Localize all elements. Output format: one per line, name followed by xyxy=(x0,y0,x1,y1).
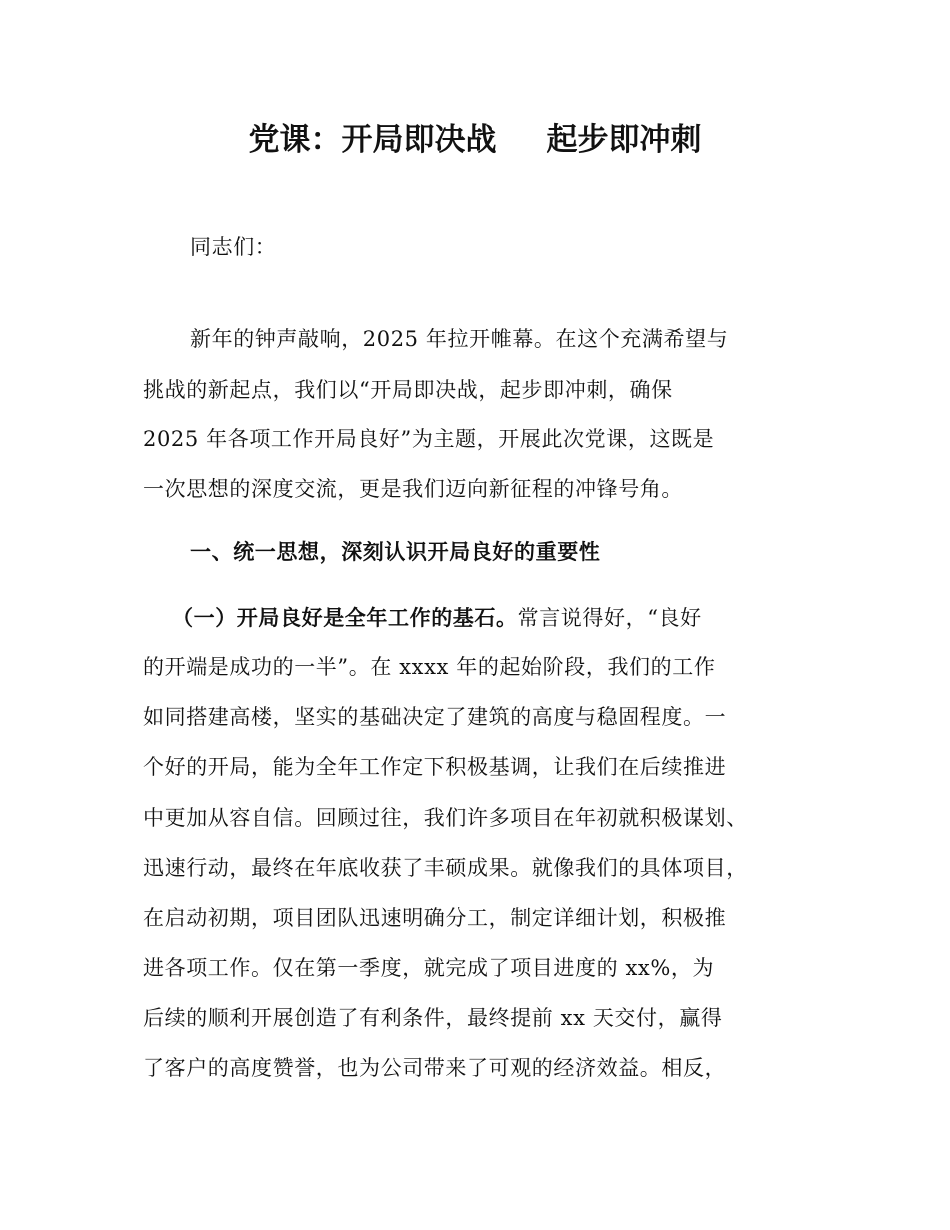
intro-line-2: 挑战的新起点，我们以“开局即决战，起步即冲刺，确保 xyxy=(143,378,673,402)
sub-1-line-5: 中更加从容自信。回顾过往，我们许多项目在年初就积极谋划、 xyxy=(143,806,748,830)
intro-line-4: 一次思想的深度交流，更是我们迈向新征程的冲锋号角。 xyxy=(143,477,683,501)
sub-1-line-3: 如同搭建高楼，坚实的基础决定了建筑的高度与稳固程度。一 xyxy=(143,705,727,729)
sub-1-line-10: 了客户的高度赞誉，也为公司带来了可观的经济效益。相反， xyxy=(143,1056,727,1080)
section-1-heading: 一、统一思想，深刻认识开局良好的重要性 xyxy=(190,540,601,564)
salutation: 同志们： xyxy=(190,235,277,259)
sub-1-line-6: 迅速行动，最终在年底收获了丰硕成果。就像我们的具体项目， xyxy=(143,856,748,880)
sub-1-bold-lead: （一）开局良好是全年工作的基石。 xyxy=(172,606,518,630)
sub-1-line-2: 的开端是成功的一半”。在 xxxx 年的起始阶段，我们的工作 xyxy=(143,655,716,679)
sub-1-line-1: 常言说得好，“良好 xyxy=(517,606,702,630)
sub-1-line-4: 个好的开局，能为全年工作定下积极基调，让我们在后续推进 xyxy=(143,755,727,779)
sub-1-line-9: 后续的顺利开展创造了有利条件，最终提前 xx 天交付，赢得 xyxy=(143,1006,723,1030)
intro-line-3: 2025 年各项工作开局良好”为主题，开展此次党课，这既是 xyxy=(143,427,715,451)
title-part-2: 起步即冲刺 xyxy=(546,122,702,158)
title-part-1: 党课：开局即决战 xyxy=(248,122,497,158)
sub-1-first-line xyxy=(172,593,702,643)
sub-1-line-7: 在启动初期，项目团队迅速明确分工，制定详细计划，积极推 xyxy=(143,906,727,930)
intro-line-1: 新年的钟声敲响，2025 年拉开帷幕。在这个充满希望与 xyxy=(190,327,729,351)
sub-1-line-8: 进各项工作。仅在第一季度，就完成了项目进度的 xx%，为 xyxy=(143,956,715,980)
document-title xyxy=(0,112,950,168)
